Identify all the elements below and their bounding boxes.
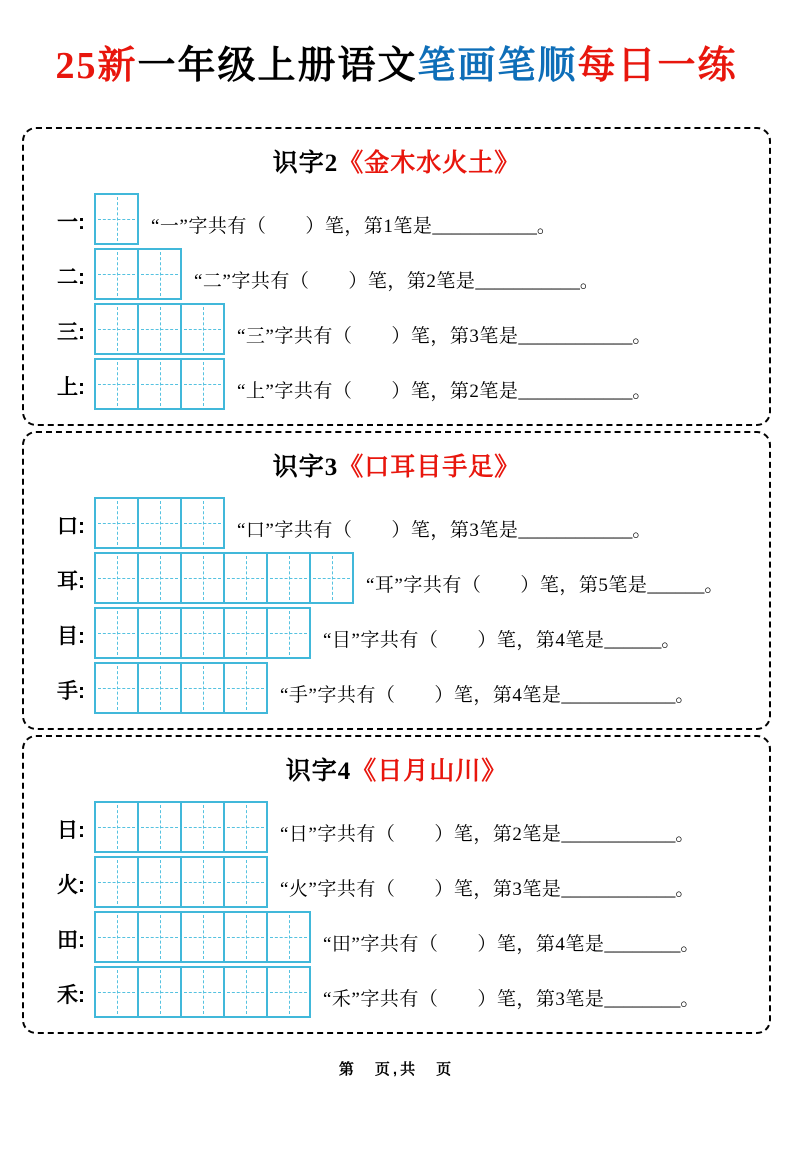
- question-prefix: “目”字共有（ ）笔，第4笔是: [323, 630, 605, 651]
- writing-grid[interactable]: [94, 856, 268, 908]
- tianzige-cell[interactable]: [223, 911, 268, 963]
- tianzige-cell[interactable]: [137, 358, 182, 410]
- question-prefix: “一”字共有（ ）笔，第1笔是: [151, 216, 433, 237]
- tianzige-cell[interactable]: [94, 856, 139, 908]
- grid-center-horizontal-line: [98, 827, 135, 828]
- tianzige-cell[interactable]: [94, 358, 139, 410]
- character-label: 火:: [57, 874, 85, 897]
- question-text: [323, 929, 700, 963]
- grid-center-horizontal-line: [184, 384, 221, 385]
- answer-blank[interactable]: ___________: [475, 271, 580, 292]
- character-label: 耳:: [57, 570, 85, 593]
- question-prefix: “日”字共有（ ）笔，第2笔是: [280, 824, 562, 845]
- grid-center-horizontal-line: [98, 329, 135, 330]
- grid-center-horizontal-line: [227, 578, 264, 579]
- section-rows: [24, 193, 769, 410]
- tianzige-cell[interactable]: [180, 856, 225, 908]
- question-text: [366, 570, 724, 604]
- answer-blank[interactable]: ____________: [518, 381, 633, 402]
- tianzige-cell[interactable]: [94, 552, 139, 604]
- section-heading-lesson: 识字2: [272, 150, 339, 177]
- question-period: 。: [632, 520, 652, 541]
- tianzige-cell[interactable]: [94, 607, 139, 659]
- tianzige-cell[interactable]: [180, 966, 225, 1018]
- tianzige-cell[interactable]: [180, 911, 225, 963]
- tianzige-cell[interactable]: [94, 801, 139, 853]
- section-shizi-4: [22, 735, 771, 1034]
- question-text: [237, 321, 652, 355]
- tianzige-cell[interactable]: [180, 497, 225, 549]
- answer-blank[interactable]: ____________: [561, 824, 676, 845]
- grid-center-horizontal-line: [184, 578, 221, 579]
- grid-center-horizontal-line: [184, 827, 221, 828]
- grid-center-horizontal-line: [98, 688, 135, 689]
- section-shizi-3: [22, 431, 771, 730]
- tianzige-cell[interactable]: [266, 607, 311, 659]
- grid-center-horizontal-line: [313, 578, 350, 579]
- tianzige-cell[interactable]: [266, 552, 311, 604]
- title-part-practice: 每日一练: [577, 45, 738, 87]
- tianzige-cell[interactable]: [137, 966, 182, 1018]
- grid-center-horizontal-line: [184, 633, 221, 634]
- tianzige-cell[interactable]: [137, 911, 182, 963]
- question-prefix: “口”字共有（ ）笔，第3笔是: [237, 520, 519, 541]
- section-heading: [24, 447, 769, 483]
- tianzige-cell[interactable]: [137, 607, 182, 659]
- section-rows: [24, 497, 769, 714]
- question-prefix: “火”字共有（ ）笔，第3笔是: [280, 879, 562, 900]
- answer-blank[interactable]: ____________: [561, 685, 676, 706]
- page-title: [0, 34, 793, 89]
- question-prefix: “耳”字共有（ ）笔，第5笔是: [366, 575, 648, 596]
- grid-center-horizontal-line: [141, 882, 178, 883]
- question-period: 。: [675, 685, 695, 706]
- grid-center-horizontal-line: [270, 633, 307, 634]
- tianzige-cell[interactable]: [180, 662, 225, 714]
- character-label: 口:: [57, 515, 85, 538]
- writing-grid[interactable]: [94, 801, 268, 853]
- section-rows: [24, 801, 769, 1018]
- character-row: [57, 801, 769, 853]
- grid-center-horizontal-line: [227, 688, 264, 689]
- grid-center-horizontal-line: [98, 882, 135, 883]
- question-period: 。: [675, 879, 695, 900]
- writing-grid[interactable]: [94, 911, 311, 963]
- question-period: 。: [632, 381, 652, 402]
- tianzige-cell[interactable]: [94, 248, 139, 300]
- character-label: 三:: [57, 321, 85, 344]
- answer-blank[interactable]: ____________: [561, 879, 676, 900]
- question-text: [151, 211, 556, 245]
- question-text: [280, 819, 695, 853]
- character-row: [57, 607, 769, 659]
- section-heading-characters: 《日月山川》: [351, 758, 508, 785]
- section-heading-lesson: 识字3: [272, 454, 339, 481]
- character-label: 二:: [57, 266, 85, 289]
- writing-grid[interactable]: [94, 358, 225, 410]
- tianzige-cell[interactable]: [223, 856, 268, 908]
- grid-center-horizontal-line: [141, 827, 178, 828]
- section-shizi-2: [22, 127, 771, 426]
- question-text: [323, 625, 681, 659]
- tianzige-cell[interactable]: [266, 911, 311, 963]
- grid-center-horizontal-line: [141, 523, 178, 524]
- grid-center-horizontal-line: [141, 688, 178, 689]
- tianzige-cell[interactable]: [94, 662, 139, 714]
- tianzige-cell[interactable]: [223, 801, 268, 853]
- tianzige-cell[interactable]: [94, 911, 139, 963]
- character-label: 手:: [57, 680, 85, 703]
- question-period: 。: [680, 989, 700, 1010]
- grid-center-horizontal-line: [141, 633, 178, 634]
- question-period: 。: [632, 326, 652, 347]
- question-period: 。: [680, 934, 700, 955]
- question-period: 。: [536, 216, 557, 237]
- question-text: [237, 376, 652, 410]
- grid-center-horizontal-line: [98, 523, 135, 524]
- tianzige-cell[interactable]: [137, 248, 182, 300]
- grid-center-horizontal-line: [184, 329, 221, 330]
- question-text: [237, 515, 652, 549]
- tianzige-cell[interactable]: [94, 193, 139, 245]
- grid-center-horizontal-line: [141, 274, 178, 275]
- question-prefix: “上”字共有（ ）笔，第2笔是: [237, 381, 519, 402]
- tianzige-cell[interactable]: [94, 303, 139, 355]
- tianzige-cell[interactable]: [223, 662, 268, 714]
- writing-grid[interactable]: [94, 248, 182, 300]
- section-heading-characters: 《金木水火土》: [338, 150, 521, 177]
- grid-center-horizontal-line: [98, 633, 135, 634]
- grid-center-horizontal-line: [184, 882, 221, 883]
- grid-center-horizontal-line: [141, 937, 178, 938]
- question-text: [280, 680, 695, 714]
- grid-center-horizontal-line: [141, 578, 178, 579]
- question-prefix: “三”字共有（ ）笔，第3笔是: [237, 326, 519, 347]
- tianzige-cell[interactable]: [137, 303, 182, 355]
- question-period: 。: [675, 824, 695, 845]
- answer-blank[interactable]: ____________: [518, 520, 633, 541]
- section-heading-characters: 《口耳目手足》: [338, 454, 521, 481]
- answer-blank[interactable]: ________: [604, 989, 681, 1010]
- character-label: 上:: [57, 376, 85, 399]
- writing-grid[interactable]: [94, 607, 311, 659]
- tianzige-cell[interactable]: [137, 497, 182, 549]
- character-row: [57, 303, 769, 355]
- grid-center-horizontal-line: [227, 633, 264, 634]
- tianzige-cell[interactable]: [137, 662, 182, 714]
- question-period: 。: [661, 630, 681, 651]
- answer-blank[interactable]: ______: [604, 630, 662, 651]
- writing-grid[interactable]: [94, 193, 139, 245]
- grid-center-horizontal-line: [184, 992, 221, 993]
- grid-center-horizontal-line: [98, 219, 135, 220]
- grid-center-horizontal-line: [270, 937, 307, 938]
- character-row: [57, 966, 769, 1018]
- answer-blank[interactable]: ____________: [518, 326, 633, 347]
- question-prefix: “禾”字共有（ ）笔，第3笔是: [323, 989, 605, 1010]
- tianzige-cell[interactable]: [180, 358, 225, 410]
- character-label: 田:: [57, 929, 85, 952]
- tianzige-cell[interactable]: [180, 801, 225, 853]
- grid-center-horizontal-line: [184, 523, 221, 524]
- title-part-grade: 一年级上册语文: [137, 45, 418, 87]
- grid-center-horizontal-line: [184, 937, 221, 938]
- tianzige-cell[interactable]: [223, 966, 268, 1018]
- grid-center-horizontal-line: [227, 937, 264, 938]
- grid-center-horizontal-line: [270, 578, 307, 579]
- writing-grid[interactable]: [94, 552, 354, 604]
- character-row: [57, 911, 769, 963]
- title-part-edition: 25新: [55, 45, 138, 87]
- character-row: [57, 248, 769, 300]
- question-text: [194, 266, 599, 300]
- grid-center-horizontal-line: [98, 274, 135, 275]
- page-footer: 第 页,共 页: [338, 1061, 455, 1078]
- section-heading: [24, 143, 769, 179]
- tianzige-cell[interactable]: [266, 966, 311, 1018]
- section-heading: [24, 751, 769, 787]
- tianzige-cell[interactable]: [180, 303, 225, 355]
- question-period: 。: [579, 271, 600, 292]
- tianzige-cell[interactable]: [180, 607, 225, 659]
- answer-blank[interactable]: ______: [647, 575, 705, 596]
- question-prefix: “田”字共有（ ）笔，第4笔是: [323, 934, 605, 955]
- grid-center-horizontal-line: [227, 992, 264, 993]
- character-row: [57, 856, 769, 908]
- grid-center-horizontal-line: [184, 688, 221, 689]
- question-text: [323, 984, 700, 1018]
- character-row: [57, 193, 769, 245]
- worksheet-page: [0, 34, 793, 1079]
- tianzige-cell[interactable]: [94, 966, 139, 1018]
- grid-center-horizontal-line: [227, 882, 264, 883]
- grid-center-horizontal-line: [98, 992, 135, 993]
- section-heading-lesson: 识字4: [285, 758, 352, 785]
- tianzige-cell[interactable]: [223, 552, 268, 604]
- answer-blank[interactable]: ___________: [432, 216, 537, 237]
- grid-center-horizontal-line: [98, 384, 135, 385]
- tianzige-cell[interactable]: [94, 497, 139, 549]
- character-label: 目:: [57, 625, 85, 648]
- question-prefix: “手”字共有（ ）笔，第4笔是: [280, 685, 562, 706]
- grid-center-horizontal-line: [227, 827, 264, 828]
- question-text: [280, 874, 695, 908]
- character-row: [57, 662, 769, 714]
- title-part-topic: 笔画笔顺: [417, 45, 578, 87]
- answer-blank[interactable]: ________: [604, 934, 681, 955]
- writing-grid[interactable]: [94, 303, 225, 355]
- tianzige-cell[interactable]: [137, 552, 182, 604]
- question-period: 。: [704, 575, 724, 596]
- character-row: [57, 497, 769, 549]
- writing-grid[interactable]: [94, 662, 268, 714]
- grid-center-horizontal-line: [270, 992, 307, 993]
- writing-grid[interactable]: [94, 497, 225, 549]
- tianzige-cell[interactable]: [223, 607, 268, 659]
- grid-center-horizontal-line: [98, 937, 135, 938]
- character-label: 日:: [57, 819, 85, 842]
- writing-grid[interactable]: [94, 966, 311, 1018]
- grid-center-horizontal-line: [141, 992, 178, 993]
- character-label: 一:: [57, 211, 85, 234]
- tianzige-cell[interactable]: [137, 801, 182, 853]
- grid-center-horizontal-line: [141, 329, 178, 330]
- character-row: [57, 358, 769, 410]
- tianzige-cell[interactable]: [137, 856, 182, 908]
- grid-center-horizontal-line: [141, 384, 178, 385]
- tianzige-cell[interactable]: [309, 552, 354, 604]
- question-prefix: “二”字共有（ ）笔，第2笔是: [194, 271, 476, 292]
- character-label: 禾:: [57, 984, 85, 1007]
- character-row: [57, 552, 769, 604]
- grid-center-horizontal-line: [98, 578, 135, 579]
- tianzige-cell[interactable]: [180, 552, 225, 604]
